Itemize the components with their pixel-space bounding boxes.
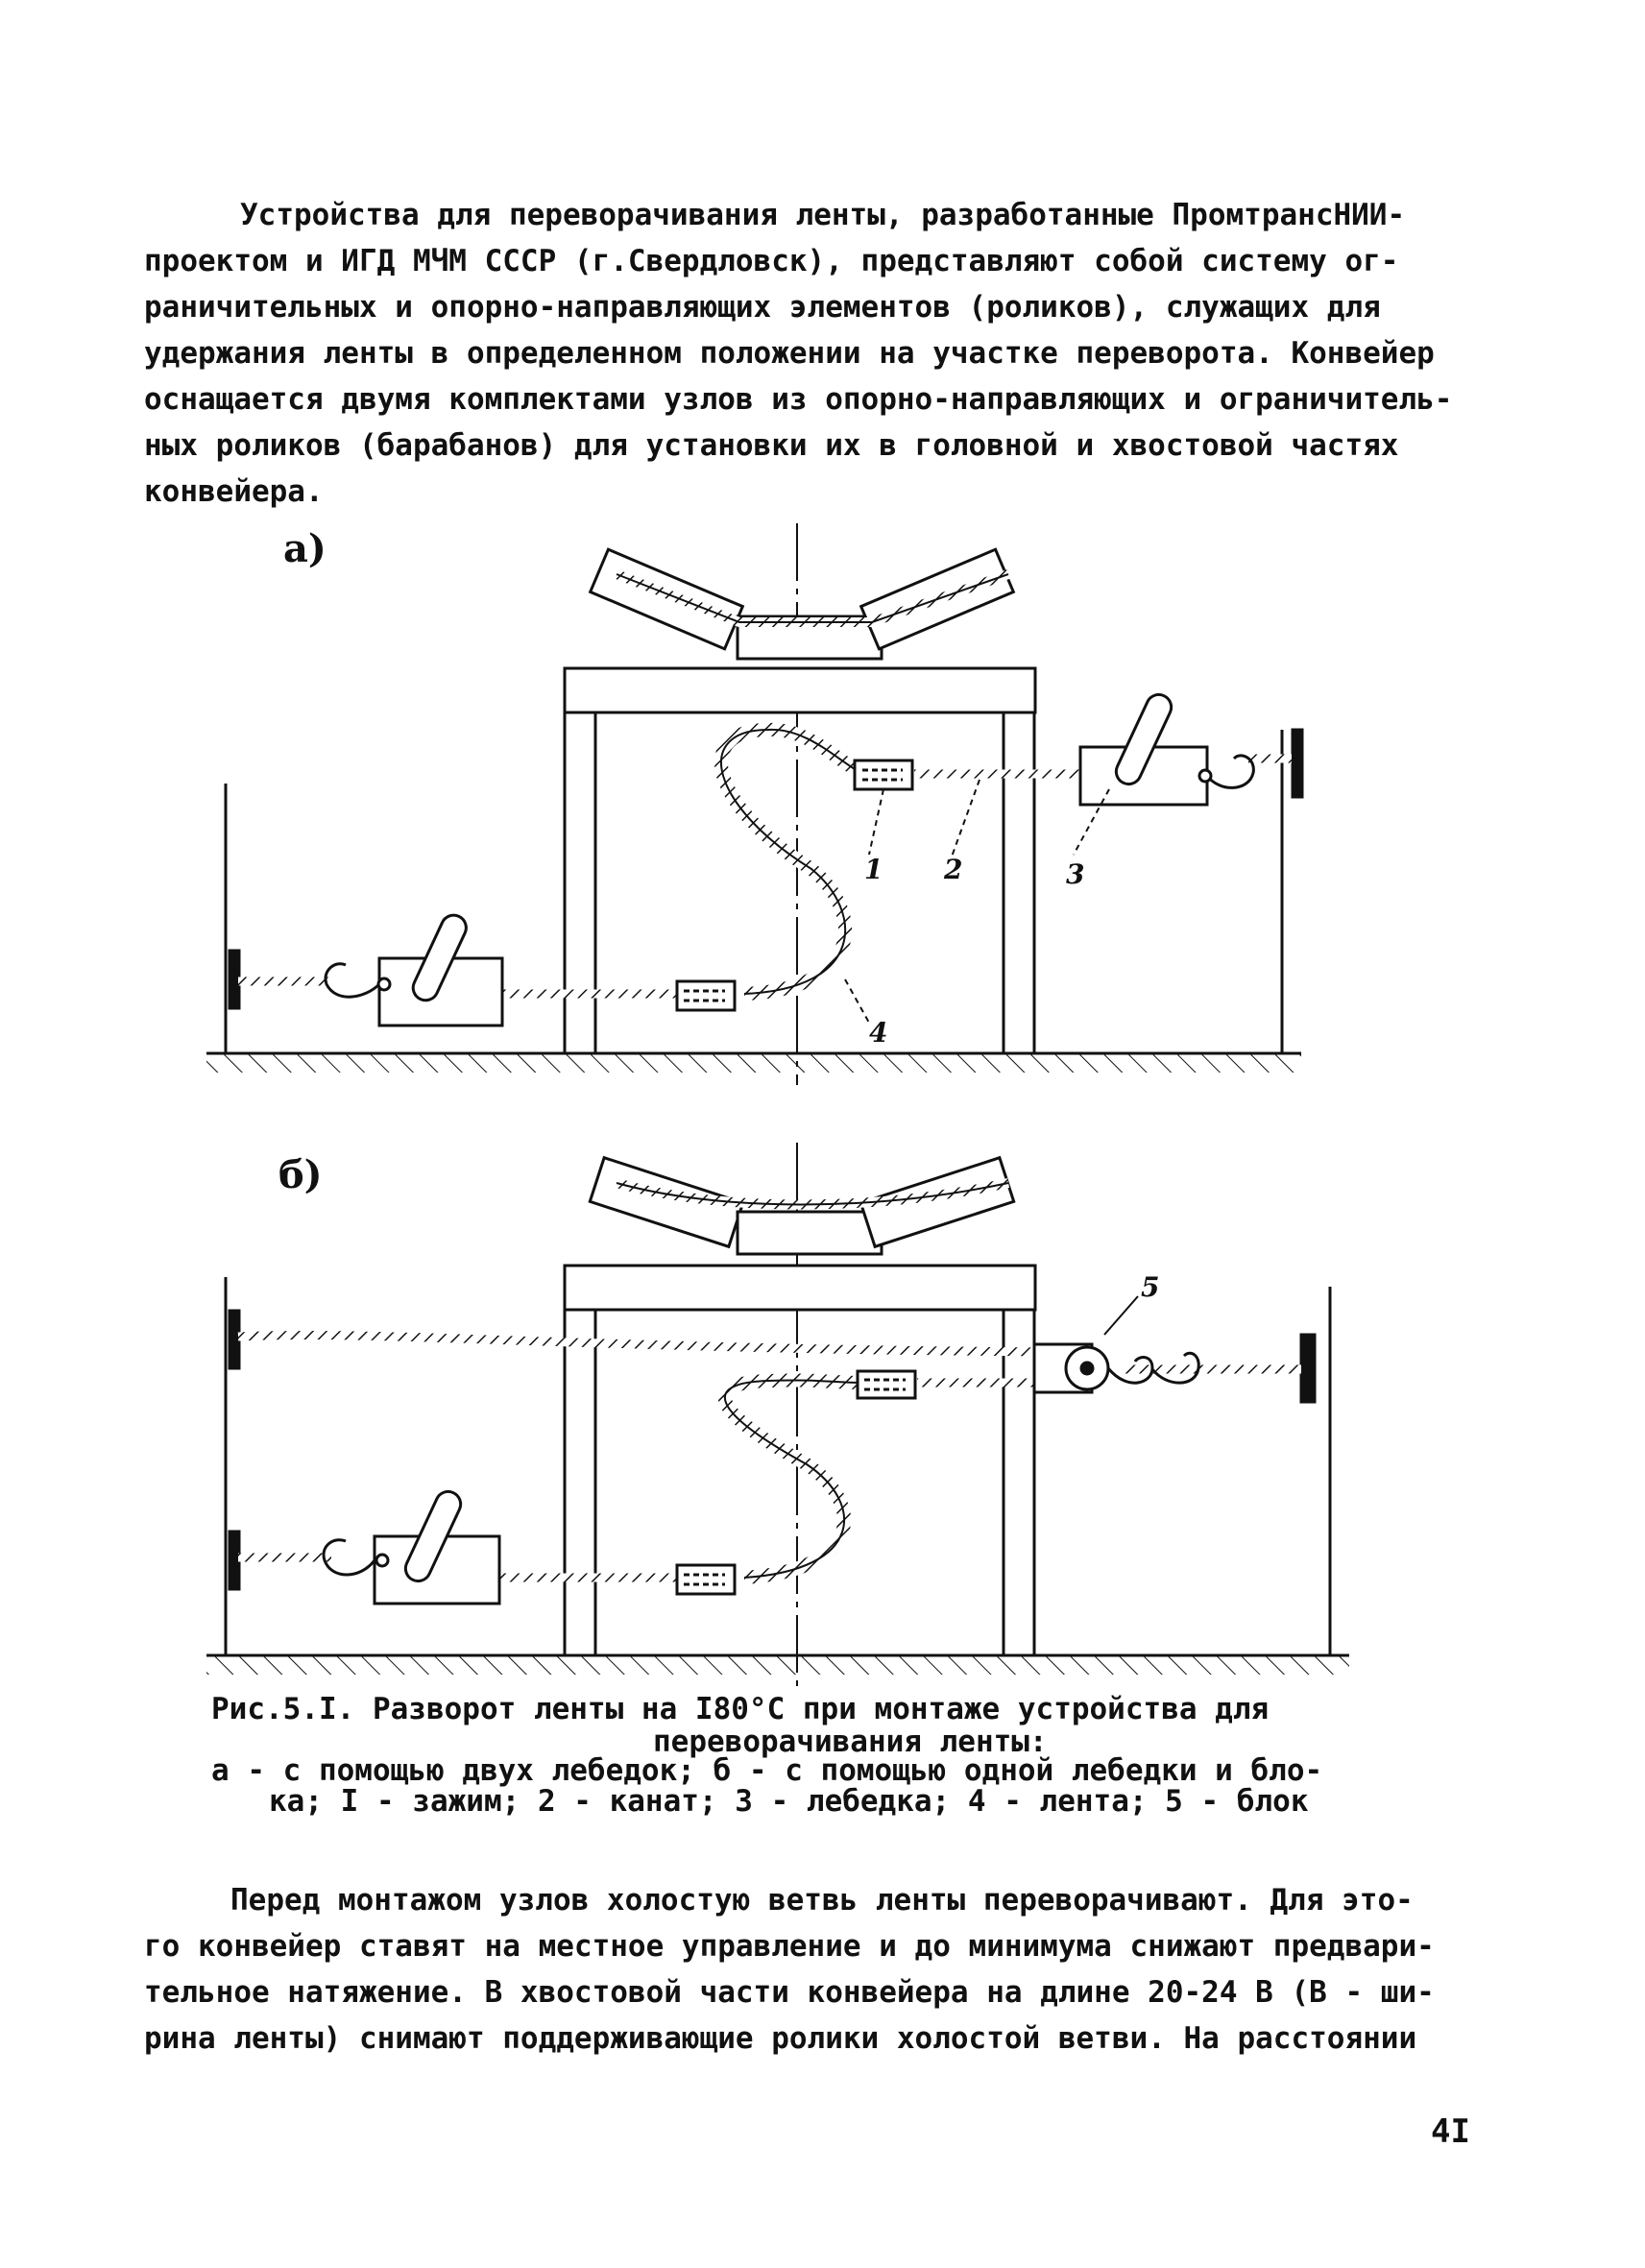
intro-line: конвейера.	[144, 474, 324, 509]
idler-rollers-a	[591, 549, 1014, 659]
intro-line: Устройства для переворачивания ленты, разработанные ПромтрансНИИ-	[240, 198, 1406, 232]
caption-line: а - с помощью двух лебедок; б - с помощью одной лебедки и бло-	[211, 1753, 1323, 1788]
callout-2: 2	[944, 854, 963, 885]
panel-a-diagram	[206, 523, 1302, 1085]
callout-1: 1	[864, 854, 883, 885]
panel-a-label: а)	[283, 526, 327, 571]
intro-line: проектом и ИГД МЧМ СССР (г.Свердловск), представляют собой систему ог-	[144, 244, 1399, 278]
figure-caption	[211, 1690, 1322, 1817]
winch-b	[324, 1487, 499, 1604]
body-line: го конвейер ставят на местное управление и до минимума снижают предвари-	[144, 1929, 1435, 1964]
idler-rollers-b	[590, 1158, 1013, 1254]
panel-b-label: б)	[278, 1152, 323, 1197]
caption-line: ка; I - зажим; 2 - канат; 3 - лебедка; 4 - лента; 5 - блок	[269, 1784, 1309, 1819]
intro-line: ных роликов (барабанов) для установки их в головной и хвостовой частях	[144, 428, 1399, 463]
intro-line: оснащается двумя комплектами узлов из опорно-направляющих и ограничитель-	[144, 382, 1453, 417]
caption-line: переворачивания ленты:	[653, 1725, 1048, 1759]
body-line: рина ленты) снимают поддерживающие ролики холостой ветви. На расстоянии	[144, 2021, 1417, 2056]
body-paragraph	[144, 1877, 1435, 2062]
winch-right-a	[1080, 690, 1253, 805]
pulley-block-b	[1034, 1296, 1198, 1392]
callout-5: 5	[1141, 1271, 1160, 1303]
panel-b-diagram	[206, 1143, 1349, 1690]
body-line: Перед монтажом узлов холостую ветвь ленты переворачивают. Для это-	[230, 1883, 1414, 1918]
callout-4: 4	[869, 1017, 888, 1049]
caption-line: Рис.5.I. Разворот ленты на I80°С при монтаже устройства для	[211, 1692, 1270, 1726]
body-line: тельное натяжение. В хвостовой части конвейера на длине 20-24 В (В - ши-	[144, 1975, 1435, 2010]
winch-left-a	[326, 911, 502, 1025]
intro-line: удержания ленты в определенном положении на участке переворота. Конвейер	[144, 336, 1435, 371]
callout-3: 3	[1066, 858, 1085, 890]
intro-line: раничительных и опорно-направляющих элементов (роликов), служащих для	[144, 290, 1381, 325]
page-number: 4I	[1431, 2112, 1470, 2151]
